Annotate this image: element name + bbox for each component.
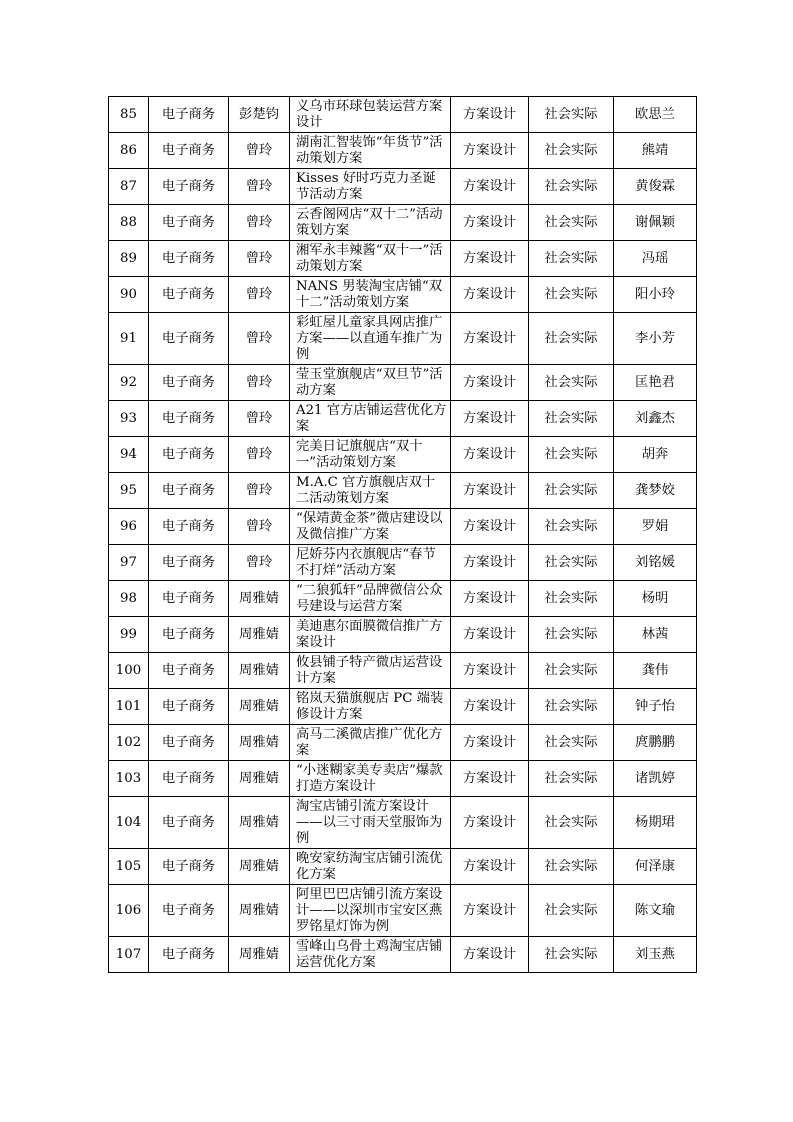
topic-title-cell: 义乌市环球包装运营方案设计	[290, 97, 451, 133]
major-cell: 电子商务	[149, 725, 229, 761]
advisor-cell: 曾玲	[229, 133, 290, 169]
table-body	[109, 97, 697, 973]
table-row	[109, 473, 697, 509]
row-number-cell: 87	[109, 169, 149, 205]
topic-title-cell: “二狼狐轩”品牌微信公众号建设与运营方案	[290, 581, 451, 617]
topic-source-cell: 社会实际	[529, 241, 614, 277]
major-cell: 电子商务	[149, 581, 229, 617]
topic-title-cell: 攸县铺子特产微店运营设计方案	[290, 653, 451, 689]
student-name-cell: 匡艳君	[614, 365, 697, 401]
major-cell: 电子商务	[149, 761, 229, 797]
table-row	[109, 581, 697, 617]
topic-source-cell: 社会实际	[529, 437, 614, 473]
row-number-cell: 103	[109, 761, 149, 797]
table-row	[109, 653, 697, 689]
row-number-cell: 105	[109, 849, 149, 885]
row-number-cell: 95	[109, 473, 149, 509]
topic-title-cell: 湖南汇智装饰“年货节”活动策划方案	[290, 133, 451, 169]
advisor-cell: 曾玲	[229, 473, 290, 509]
topic-title-cell: 完美日记旗舰店“双十一”活动策划方案	[290, 437, 451, 473]
topic-type-cell: 方案设计	[451, 545, 529, 581]
topic-type-cell: 方案设计	[451, 169, 529, 205]
topic-type-cell: 方案设计	[451, 205, 529, 241]
major-cell: 电子商务	[149, 365, 229, 401]
table-row	[109, 797, 697, 849]
topic-source-cell: 社会实际	[529, 473, 614, 509]
student-name-cell: 阳小玲	[614, 277, 697, 313]
row-number-cell: 107	[109, 937, 149, 973]
advisor-cell: 曾玲	[229, 169, 290, 205]
advisor-cell: 曾玲	[229, 509, 290, 545]
topic-title-cell: 云香阁网店“双十二”活动策划方案	[290, 205, 451, 241]
advisor-cell: 周雅婧	[229, 653, 290, 689]
student-name-cell: 诸凯婷	[614, 761, 697, 797]
table-row	[109, 617, 697, 653]
topic-source-cell: 社会实际	[529, 133, 614, 169]
row-number-cell: 106	[109, 885, 149, 937]
student-name-cell: 李小芳	[614, 313, 697, 365]
topic-title-cell: “保靖黄金茶”微店建设以及微信推广方案	[290, 509, 451, 545]
row-number-cell: 93	[109, 401, 149, 437]
advisor-cell: 曾玲	[229, 545, 290, 581]
table-row	[109, 545, 697, 581]
advisor-cell: 周雅婧	[229, 761, 290, 797]
row-number-cell: 96	[109, 509, 149, 545]
major-cell: 电子商务	[149, 545, 229, 581]
major-cell: 电子商务	[149, 653, 229, 689]
table-row	[109, 937, 697, 973]
major-cell: 电子商务	[149, 133, 229, 169]
topic-title-cell: 高马二溪微店推广优化方案	[290, 725, 451, 761]
row-number-cell: 92	[109, 365, 149, 401]
table-row	[109, 133, 697, 169]
advisor-cell: 曾玲	[229, 313, 290, 365]
major-cell: 电子商务	[149, 169, 229, 205]
row-number-cell: 94	[109, 437, 149, 473]
topic-title-cell: Kisses 好时巧克力圣诞节活动方案	[290, 169, 451, 205]
table-row	[109, 689, 697, 725]
topic-type-cell: 方案设计	[451, 437, 529, 473]
topic-type-cell: 方案设计	[451, 689, 529, 725]
student-name-cell: 钟子怡	[614, 689, 697, 725]
topic-title-cell: 铭岚天猫旗舰店 PC 端装修设计方案	[290, 689, 451, 725]
advisor-cell: 周雅婧	[229, 885, 290, 937]
student-name-cell: 罗娟	[614, 509, 697, 545]
table-row	[109, 97, 697, 133]
topic-source-cell: 社会实际	[529, 725, 614, 761]
topic-title-cell: 雪峰山乌骨土鸡淘宝店铺运营优化方案	[290, 937, 451, 973]
student-name-cell: 龚梦姣	[614, 473, 697, 509]
topic-title-cell: 晚安家纺淘宝店铺引流优化方案	[290, 849, 451, 885]
topic-source-cell: 社会实际	[529, 509, 614, 545]
table-row	[109, 401, 697, 437]
topic-type-cell: 方案设计	[451, 885, 529, 937]
student-name-cell: 欧思兰	[614, 97, 697, 133]
student-name-cell: 何泽康	[614, 849, 697, 885]
topic-source-cell: 社会实际	[529, 937, 614, 973]
row-number-cell: 97	[109, 545, 149, 581]
major-cell: 电子商务	[149, 617, 229, 653]
topic-title-cell: 莹玉堂旗舰店“双旦节”活动方案	[290, 365, 451, 401]
major-cell: 电子商务	[149, 205, 229, 241]
advisor-cell: 曾玲	[229, 241, 290, 277]
major-cell: 电子商务	[149, 797, 229, 849]
major-cell: 电子商务	[149, 473, 229, 509]
row-number-cell: 104	[109, 797, 149, 849]
table-row	[109, 849, 697, 885]
topic-source-cell: 社会实际	[529, 617, 614, 653]
student-name-cell: 杨期珺	[614, 797, 697, 849]
advisor-cell: 周雅婧	[229, 689, 290, 725]
row-number-cell: 85	[109, 97, 149, 133]
advisor-cell: 彭楚钧	[229, 97, 290, 133]
student-name-cell: 熊靖	[614, 133, 697, 169]
table-row	[109, 509, 697, 545]
major-cell: 电子商务	[149, 509, 229, 545]
major-cell: 电子商务	[149, 437, 229, 473]
row-number-cell: 99	[109, 617, 149, 653]
table-row	[109, 169, 697, 205]
topic-type-cell: 方案设计	[451, 509, 529, 545]
student-name-cell: 黄俊霖	[614, 169, 697, 205]
topic-source-cell: 社会实际	[529, 169, 614, 205]
topic-title-cell: 彩虹屋儿童家具网店推广方案——以直通车推广为例	[290, 313, 451, 365]
table-row	[109, 241, 697, 277]
row-number-cell: 101	[109, 689, 149, 725]
advisor-cell: 周雅婧	[229, 581, 290, 617]
major-cell: 电子商务	[149, 849, 229, 885]
student-name-cell: 杨明	[614, 581, 697, 617]
topic-title-cell: 阿里巴巴店铺引流方案设计——以深圳市宝安区燕罗铭星灯饰为例	[290, 885, 451, 937]
advisor-cell: 曾玲	[229, 437, 290, 473]
topic-title-cell: 淘宝店铺引流方案设计——以三寸雨天堂服饰为例	[290, 797, 451, 849]
major-cell: 电子商务	[149, 241, 229, 277]
row-number-cell: 91	[109, 313, 149, 365]
topic-source-cell: 社会实际	[529, 689, 614, 725]
topic-source-cell: 社会实际	[529, 885, 614, 937]
topic-source-cell: 社会实际	[529, 581, 614, 617]
advisor-cell: 周雅婧	[229, 937, 290, 973]
topic-title-cell: 湘军永丰辣酱“双十一”活动策划方案	[290, 241, 451, 277]
student-name-cell: 庹鹏鹏	[614, 725, 697, 761]
table-row	[109, 365, 697, 401]
topic-source-cell: 社会实际	[529, 849, 614, 885]
topic-type-cell: 方案设计	[451, 97, 529, 133]
student-name-cell: 谢佩颖	[614, 205, 697, 241]
topic-type-cell: 方案设计	[451, 241, 529, 277]
topic-source-cell: 社会实际	[529, 277, 614, 313]
topic-type-cell: 方案设计	[451, 581, 529, 617]
advisor-cell: 周雅婧	[229, 797, 290, 849]
topic-type-cell: 方案设计	[451, 761, 529, 797]
row-number-cell: 86	[109, 133, 149, 169]
topic-title-cell: M.A.C 官方旗舰店双十二活动策划方案	[290, 473, 451, 509]
table-row	[109, 205, 697, 241]
student-name-cell: 林茜	[614, 617, 697, 653]
topic-type-cell: 方案设计	[451, 725, 529, 761]
topic-source-cell: 社会实际	[529, 313, 614, 365]
major-cell: 电子商务	[149, 689, 229, 725]
major-cell: 电子商务	[149, 885, 229, 937]
topic-type-cell: 方案设计	[451, 937, 529, 973]
student-name-cell: 冯瑶	[614, 241, 697, 277]
row-number-cell: 88	[109, 205, 149, 241]
advisor-cell: 曾玲	[229, 401, 290, 437]
topic-title-cell: A21 官方店铺运营优化方案	[290, 401, 451, 437]
major-cell: 电子商务	[149, 313, 229, 365]
topic-type-cell: 方案设计	[451, 133, 529, 169]
advisor-cell: 曾玲	[229, 277, 290, 313]
topic-type-cell: 方案设计	[451, 797, 529, 849]
advisor-cell: 周雅婧	[229, 849, 290, 885]
topic-type-cell: 方案设计	[451, 617, 529, 653]
advisor-cell: 周雅婧	[229, 725, 290, 761]
topic-title-cell: “小迷糊家美专卖店”爆款打造方案设计	[290, 761, 451, 797]
table-row	[109, 885, 697, 937]
student-name-cell: 龚伟	[614, 653, 697, 689]
thesis-topics-table	[108, 96, 697, 973]
row-number-cell: 98	[109, 581, 149, 617]
topic-source-cell: 社会实际	[529, 365, 614, 401]
major-cell: 电子商务	[149, 401, 229, 437]
table-row	[109, 277, 697, 313]
topic-source-cell: 社会实际	[529, 653, 614, 689]
topic-source-cell: 社会实际	[529, 97, 614, 133]
topic-type-cell: 方案设计	[451, 277, 529, 313]
topic-type-cell: 方案设计	[451, 313, 529, 365]
advisor-cell: 周雅婧	[229, 617, 290, 653]
row-number-cell: 89	[109, 241, 149, 277]
advisor-cell: 曾玲	[229, 365, 290, 401]
row-number-cell: 100	[109, 653, 149, 689]
topic-type-cell: 方案设计	[451, 473, 529, 509]
student-name-cell: 胡奔	[614, 437, 697, 473]
topic-source-cell: 社会实际	[529, 797, 614, 849]
topic-source-cell: 社会实际	[529, 205, 614, 241]
major-cell: 电子商务	[149, 277, 229, 313]
topic-type-cell: 方案设计	[451, 401, 529, 437]
topic-type-cell: 方案设计	[451, 849, 529, 885]
student-name-cell: 陈文瑜	[614, 885, 697, 937]
topic-source-cell: 社会实际	[529, 761, 614, 797]
table-row	[109, 313, 697, 365]
major-cell: 电子商务	[149, 97, 229, 133]
topic-type-cell: 方案设计	[451, 365, 529, 401]
table-row	[109, 761, 697, 797]
topic-source-cell: 社会实际	[529, 545, 614, 581]
topic-title-cell: 美迪惠尔面膜微信推广方案设计	[290, 617, 451, 653]
topic-title-cell: 尼娇芬内衣旗舰店“春节不打烊”活动方案	[290, 545, 451, 581]
topic-type-cell: 方案设计	[451, 653, 529, 689]
row-number-cell: 90	[109, 277, 149, 313]
row-number-cell: 102	[109, 725, 149, 761]
major-cell: 电子商务	[149, 937, 229, 973]
topic-title-cell: NANS 男装淘宝店铺“双十二”活动策划方案	[290, 277, 451, 313]
student-name-cell: 刘铭媛	[614, 545, 697, 581]
table-row	[109, 725, 697, 761]
topic-source-cell: 社会实际	[529, 401, 614, 437]
table-row	[109, 437, 697, 473]
student-name-cell: 刘鑫杰	[614, 401, 697, 437]
student-name-cell: 刘玉燕	[614, 937, 697, 973]
advisor-cell: 曾玲	[229, 205, 290, 241]
